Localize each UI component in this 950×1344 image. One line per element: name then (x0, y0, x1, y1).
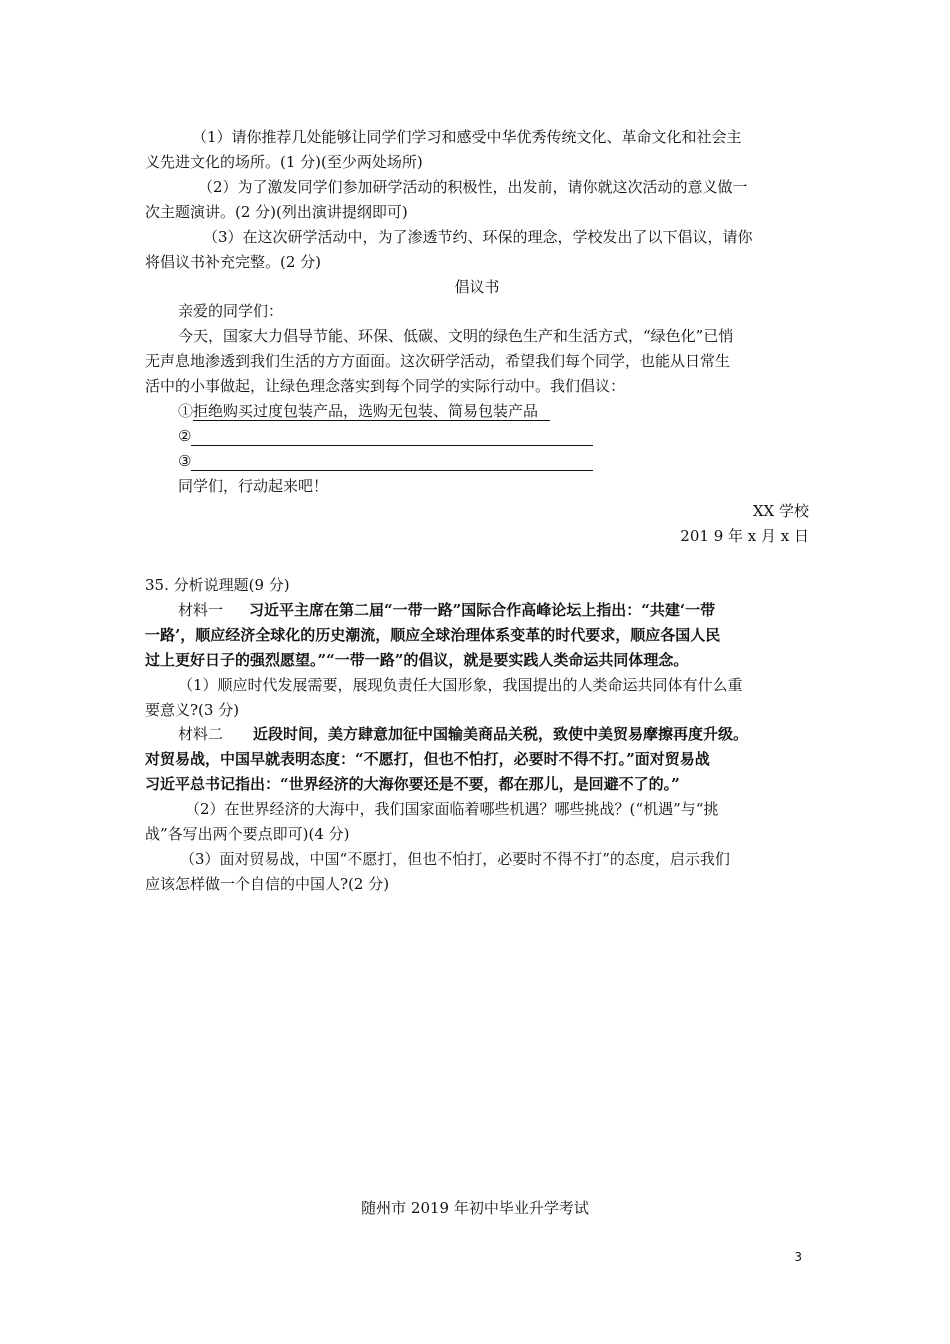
q35-sub3-line2: 应该怎样做一个自信的中国人?(2 分) (145, 875, 390, 893)
q34-sub2-line2: 次主题演讲。(2 分)(列出演讲提纲即可) (145, 203, 408, 221)
q34-sub2-line1: （2）为了激发同学们参加研学活动的积极性，出发前，请你就这次活动的意义做一 (198, 178, 748, 196)
material2-label: 材料二 (178, 725, 224, 743)
material1-line3: 过上更好日子的强烈愿望。”“一带一路”的倡议，就是要实践人类命运共同体理念。 (145, 651, 689, 669)
item-3-blank[interactable] (191, 453, 593, 471)
page-footer: 随州市 2019 年初中毕业升学考试 (361, 1199, 589, 1217)
q35-sub1-line2: 要意义?(3 分) (145, 701, 240, 719)
q34-sub1-line1: （1）请你推荐几处能够让同学们学习和感受中华优秀传统文化、革命文化和社会主 (192, 128, 742, 146)
material1-line1 (178, 600, 812, 620)
item-1-marker: ① (178, 402, 194, 420)
material1-line2: 一路’，顺应经济全球化的历史潮流，顺应全球治理体系变革的时代要求，顺应各国人民 (145, 626, 721, 644)
proposal-body-line1: 今天，国家大力倡导节能、环保、低碳、文明的绿色生产和生活方式，“绿色化”已悄 (178, 327, 734, 345)
proposal-closing: 同学们，行动起来吧！ (178, 477, 329, 495)
proposal-body-line2: 无声息地渗透到我们生活的方方面面。这次研学活动，希望我们每个同学，也能从日常生 (145, 352, 731, 370)
q34-sub3-line2: 将倡议书补充完整。(2 分) (145, 253, 322, 271)
q35-sub3-line1: （3）面对贸易战，中国“不愿打，但也不怕打，必要时不得不打”的态度，启示我们 (180, 850, 730, 868)
page-number: 3 (794, 1250, 802, 1264)
item-2-blank[interactable] (191, 428, 593, 446)
proposal-body-line3: 活中的小事做起，让绿色理念落实到每个同学的实际行动中。我们倡议： (145, 377, 626, 395)
q35-sub2-line1: （2）在世界经济的大海中，我们国家面临着哪些机遇？哪些挑战？(“机遇”与“挑 (185, 800, 719, 818)
q35-heading: 35. 分析说理题(9 分) (145, 576, 290, 594)
q34-sub1-line2: 义先进文化的场所。(1 分)(至少两处场所) (145, 153, 423, 171)
item-1-text: 拒绝购买过度包装产品，选购无包装、简易包装产品 (193, 402, 550, 421)
proposal-date: 201 9 年 x 月 x 日 (680, 527, 809, 545)
material2-text-1: 近段时间，美方肆意加征中国输美商品关税，致使中美贸易摩擦再度升级。 (253, 725, 749, 743)
q34-sub3-line1: （3）在这次研学活动中，为了渗透节约、环保的理念，学校发出了以下倡议，请你 (203, 228, 753, 246)
item-3-marker: ③ (178, 452, 192, 470)
material2-line2: 对贸易战，中国早就表明态度：“不愿打，但也不怕打，必要时不得不打。”面对贸易战 (145, 750, 710, 768)
proposal-signature: XX 学校 (752, 502, 809, 520)
material2-line3: 习近平总书记指出：“世界经济的大海你要还是不要，都在那儿，是回避不了的。” (145, 775, 680, 793)
q35-sub2-line2: 战”各写出两个要点即可)(4 分) (145, 825, 350, 843)
q35-sub1-line1: （1）顺应时代发展需要，展现负责任大国形象，我国提出的人类命运共同体有什么重 (178, 676, 743, 694)
proposal-item-1 (178, 401, 812, 421)
proposal-item-3 (178, 451, 812, 471)
proposal-title: 倡议书 (454, 278, 500, 296)
material1-text-1: 习近平主席在第二届“一带一路”国际合作高峰论坛上指出：“共建‘一带 (249, 601, 716, 619)
material1-label: 材料一 (178, 601, 224, 619)
proposal-item-2 (178, 426, 812, 446)
item-2-marker: ② (178, 427, 192, 445)
proposal-greeting: 亲爱的同学们： (178, 302, 284, 320)
material2-line1 (178, 724, 812, 744)
